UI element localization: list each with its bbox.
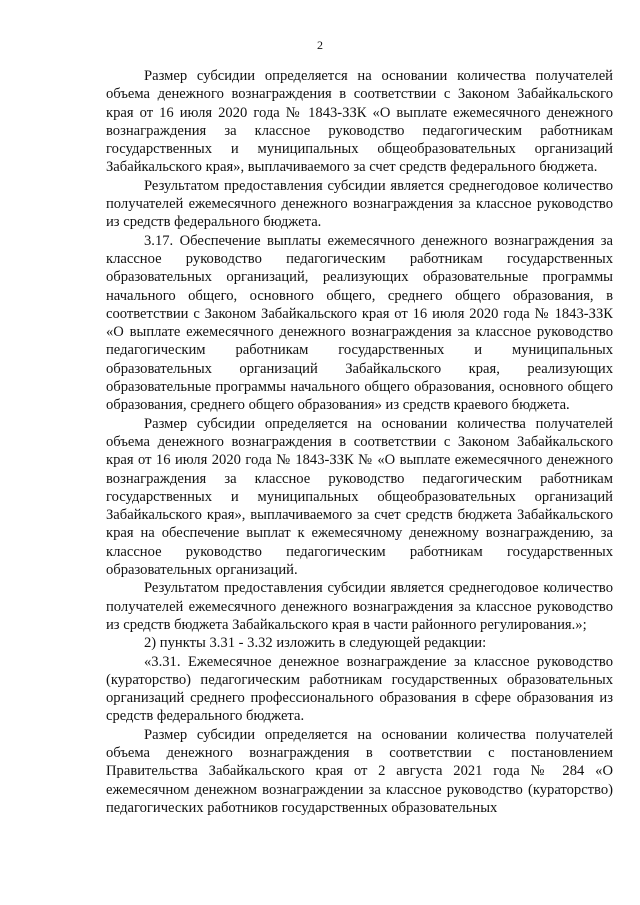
paragraph-subsidy-size-regional: Размер субсидии определяется на основании количества получателей объема денежного вознаграждения в соответствии с Законом Забайкальского края от 16 июля 2020 года № 1843-ЗЗК № «О выплате ежемесячного денежного вознаграждения за классное руководство педагогическим работникам государственных и муниципальных общеобразовательных организаций Забайкальского края», выплачиваемого за счет средств бюджета Забайкальского края на обеспечение выплат к ежемесячному денежному вознаграждению, за классное руководство педагогическим работникам государственных образовательных организаций.: [106, 415, 613, 579]
paragraph-result-federal: Результатом предоставления субсидии является среднегодовое количество получателей ежемесячного денежного вознаграждения за классное руководство из средств федерального бюджета.: [106, 177, 613, 231]
document-body: [106, 67, 613, 817]
paragraph-amendment-points: 2) пункты 3.31 - 3.32 изложить в следующей редакции:: [144, 635, 487, 652]
page-number: 2: [317, 38, 323, 52]
paragraph-result-regional: Результатом предоставления субсидии является среднегодовое количество получателей ежемесячного денежного вознаграждения за классное руководство из средств бюджета Забайкальского края в части районного регулирования.»;: [106, 580, 613, 633]
paragraph-3-31: «3.31. Ежемесячное денежное вознаграждение за классное руководство (кураторство) педагогическим работникам государственных образовательных организаций среднего профессионального образования в сфере образования из средств федерального бюджета.: [106, 653, 613, 725]
paragraph-subsidy-size-curatorship: Размер субсидии определяется на основании количества получателей объема денежного вознаграждения в соответствии с постановлением Правительства Забайкальского края от 2 августа 2021 года № 284 «О ежемесячном денежном вознаграждении за классное руководство (кураторство) педагогических работников государственных образовательных: [106, 726, 613, 816]
paragraph-3-17: 3.17. Обеспечение выплаты ежемесячного денежного вознаграждения за классное руководство педагогическим работникам государственных образовательных организаций, реализующих образовательные программы начального общего, основного общего, среднего общего образования, в соответствии с Законом Забайкальского края от 16 июля 2020 года № 1843-ЗЗК «О выплате ежемесячного денежного вознаграждения за классное руководство педагогическим работникам государственных и муниципальных образовательных организаций Забайкальского края, реализующих образовательные программы начального общего образования, основного общего образования, среднего общего образования» из средств краевого бюджета.: [106, 232, 613, 414]
paragraph-subsidy-size-federal: Размер субсидии определяется на основании количества получателей объема денежного вознаграждения в соответствии с Законом Забайкальского края от 16 июля 2020 года № 1843-ЗЗК «О выплате ежемесячного денежного вознаграждения за классное руководство педагогическим работникам государственных и муниципальных общеобразовательных организаций Забайкальского края», выплачиваемого за счет средств федерального бюджета.: [106, 68, 613, 176]
